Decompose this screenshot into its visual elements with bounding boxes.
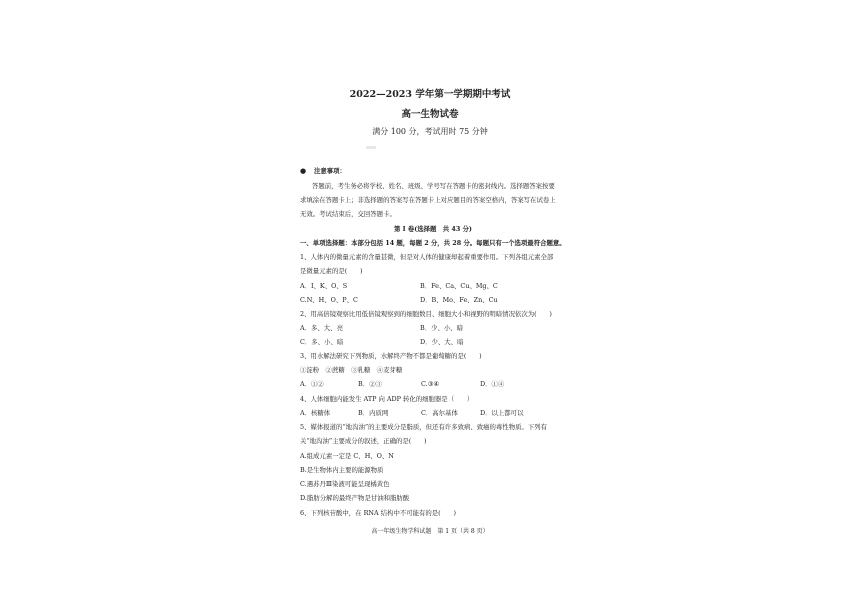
question-4-option-b: B．内质网 bbox=[358, 409, 389, 417]
question-1-option-d: D．B、Mo、Fe、Zn、Cu bbox=[420, 296, 498, 304]
exam-subject-title: 高一生物试卷 bbox=[401, 109, 459, 120]
exam-page bbox=[300, 80, 566, 550]
notice-line: 无效。考试结束后，交回答题卡。 bbox=[300, 210, 396, 218]
question-1-stem: 1、人体内的微量元素的含量甚微，但是对人体的健康却起着重要作用。下列各组元素全部 bbox=[300, 253, 554, 261]
notice-label: 注意事项： bbox=[314, 167, 346, 175]
question-3-option-a: A．①② bbox=[300, 380, 324, 388]
question-5-option-a: A.组成元素一定是 C、H、O、N bbox=[300, 452, 394, 460]
question-2-option-d: D．少、大、暗 bbox=[420, 338, 464, 346]
section-instruction: 一、单项选择题：本部分包括 14 题，每题 2 分，共 28 分。每题只有一个选项最符合题意。 bbox=[300, 239, 566, 247]
question-3-option-d: D．①④ bbox=[480, 380, 505, 388]
question-2-stem: 2、用高倍镜观察比用低倍镜观察到的细胞数目、细胞大小和视野的明暗情况依次为( ) bbox=[300, 310, 552, 318]
question-3-items: ①淀粉 ②蔗糖 ③乳糖 ④麦芽糖 bbox=[300, 366, 403, 374]
page-footer: 高一年级生物学科试题 第 1 页（共 8 页） bbox=[371, 528, 489, 535]
question-5-option-b: B.是生物体内主要的能源物质 bbox=[300, 466, 384, 474]
exam-subtitle: 满分 100 分，考试用时 75 分钟 bbox=[372, 127, 488, 136]
question-3-stem: 3、用水解法研究下列物质，水解终产物不都是葡萄糖的是( ) bbox=[300, 352, 482, 360]
scan-mark bbox=[366, 146, 376, 149]
question-1-option-c: C.N、H、O、P、C bbox=[300, 296, 358, 304]
question-1-option-a: A．I、K、O、S bbox=[300, 282, 348, 290]
question-1-stem: 是微量元素的是( ) bbox=[300, 267, 363, 275]
question-4-option-d: D．以上都可以 bbox=[480, 409, 524, 417]
question-5-stem: 关“地沟油”主要成分的叙述，正确的是( ) bbox=[300, 437, 427, 445]
question-4-stem: 4、人体细胞内能发生 ATP 向 ADP 转化的细胞器是（ ） bbox=[300, 395, 474, 403]
question-2-option-c: C．多、小、暗 bbox=[300, 338, 344, 346]
question-5-option-d: D.脂肪分解的最终产物是甘油和脂肪酸 bbox=[300, 494, 410, 502]
question-4-option-a: A．核糖体 bbox=[300, 409, 331, 417]
question-2-option-a: A．多、大、亮 bbox=[300, 324, 343, 332]
question-6-stem: 6、下列核苷酸中，在 RNA 结构中不可能有的是( ) bbox=[300, 509, 456, 517]
question-3-option-b: B．②③ bbox=[358, 380, 382, 388]
question-4-option-c: C．高尔基体 bbox=[421, 409, 458, 417]
question-3-option-c: C.③④ bbox=[421, 380, 440, 388]
question-5-stem: 5、媒体报道的“地沟油”的主要成分是脂质，但还有许多致病、致癌的毒性物质。下列有 bbox=[300, 423, 548, 431]
exam-title: 2022—2023 学年第一学期期中考试 bbox=[349, 89, 511, 100]
question-2-option-b: B．少、小、暗 bbox=[420, 324, 464, 332]
notice-line: 答题前，考生务必将学校、姓名、班级、学号写在答题卡的密封线内。选择题答案按要 bbox=[312, 182, 555, 190]
bullet-icon: ● bbox=[300, 167, 307, 175]
question-5-option-c: C.遇苏丹Ⅲ染液可能呈现橘黄色 bbox=[300, 480, 390, 488]
section-title: 第 I 卷(选择题 共 43 分) bbox=[394, 225, 472, 233]
question-1-option-b: B．Fe、Ca、Cu、Mg、C bbox=[420, 282, 498, 290]
notice-line: 求填涂在答题卡上；非选择题的答案写在答题卡上对应题目的答案空格内，答案写在试卷上 bbox=[300, 196, 556, 204]
